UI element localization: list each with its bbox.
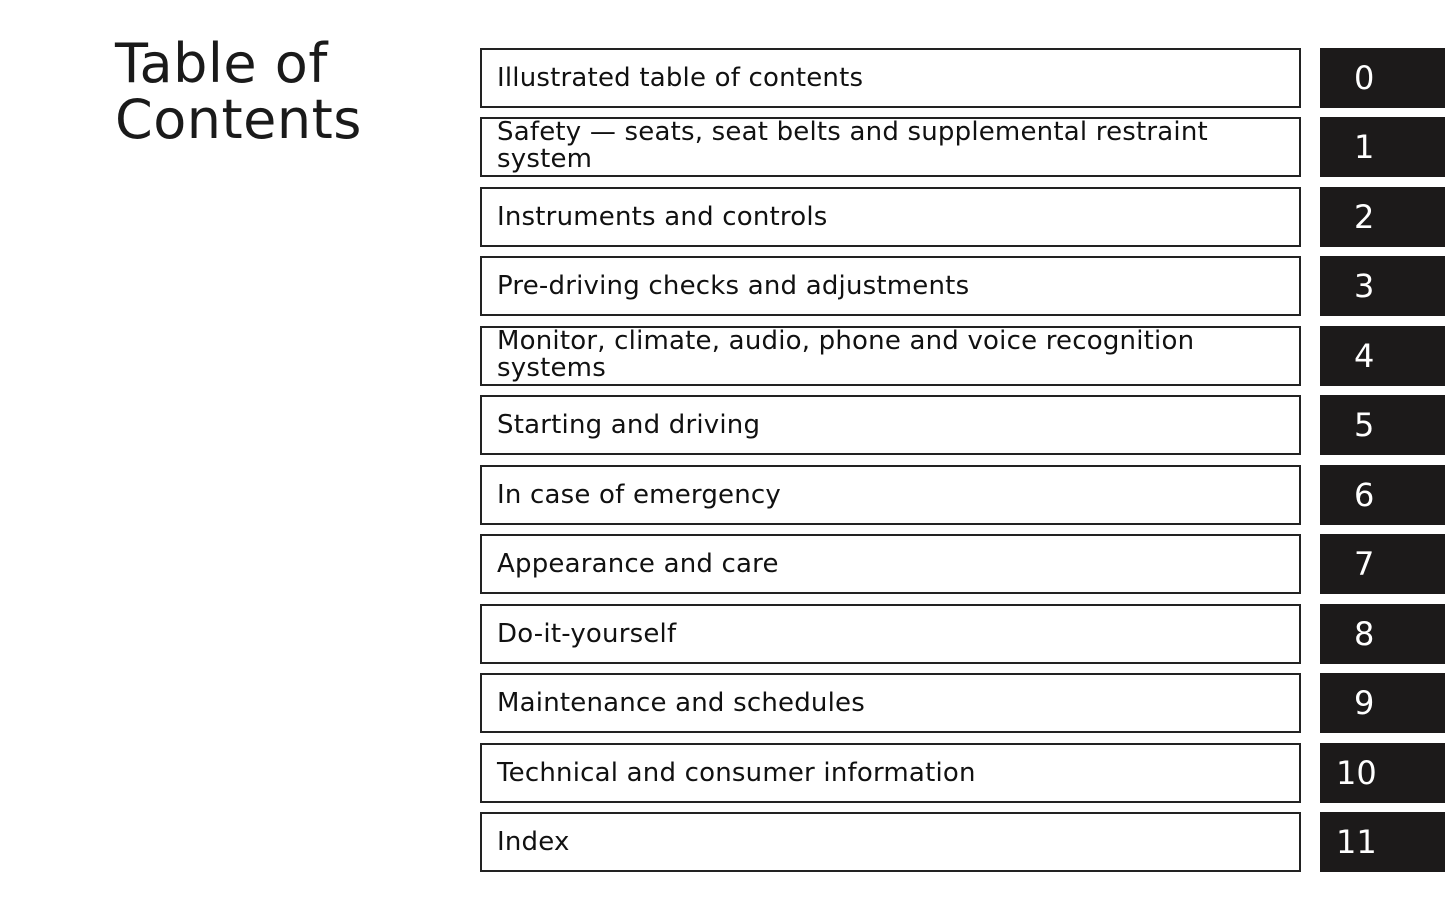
- toc-tab-8[interactable]: [1320, 604, 1445, 664]
- toc-tab-9[interactable]: [1320, 673, 1445, 733]
- toc-entry-label: Illustrated table of contents: [497, 62, 864, 93]
- page-title-line1: Table of: [115, 32, 328, 95]
- toc-entry-label: In case of emergency: [497, 479, 781, 510]
- toc-tab-4[interactable]: [1320, 326, 1445, 386]
- toc-entry-emergency[interactable]: [480, 465, 1301, 525]
- toc-row-3: [480, 256, 1445, 316]
- toc-entry-label: Technical and consumer information: [497, 757, 976, 788]
- toc-tab-7[interactable]: [1320, 534, 1445, 594]
- toc-tab-6[interactable]: [1320, 465, 1445, 525]
- toc-row-6: [480, 465, 1445, 525]
- toc-row-7: [480, 534, 1445, 594]
- toc-tab-0[interactable]: [1320, 48, 1445, 108]
- page-title-line2: Contents: [115, 88, 362, 151]
- toc-entry-maintenance[interactable]: [480, 673, 1301, 733]
- toc-tab-number: 8: [1354, 615, 1375, 653]
- toc-tab-number: 11: [1336, 823, 1377, 861]
- toc-entry-label: Safety — seats, seat belts and supplemental restraint system: [497, 117, 1208, 174]
- toc-tab-number: 3: [1354, 267, 1375, 305]
- toc-entry-diy[interactable]: [480, 604, 1301, 664]
- toc-entry-label: Monitor, climate, audio, phone and voice recognition systems: [497, 326, 1195, 383]
- toc-tab-number: 9: [1354, 684, 1375, 722]
- toc-tab-5[interactable]: [1320, 395, 1445, 455]
- toc-entry-label: Maintenance and schedules: [497, 687, 865, 718]
- toc-tab-10[interactable]: [1320, 743, 1445, 803]
- toc-entry-technical[interactable]: [480, 743, 1301, 803]
- toc-entry-label: Index: [497, 826, 570, 857]
- toc-entry-pre-driving[interactable]: [480, 256, 1301, 316]
- toc-tab-number: 6: [1354, 476, 1375, 514]
- toc-entry-safety[interactable]: [480, 117, 1301, 177]
- toc-tab-number: 1: [1354, 128, 1375, 166]
- toc-entry-illustrated[interactable]: [480, 48, 1301, 108]
- toc-tab-1[interactable]: [1320, 117, 1445, 177]
- toc-entry-label: Instruments and controls: [497, 201, 828, 232]
- toc-entry-starting[interactable]: [480, 395, 1301, 455]
- toc-entry-appearance[interactable]: [480, 534, 1301, 594]
- toc-row-5: [480, 395, 1445, 455]
- toc-tab-number: 5: [1354, 406, 1375, 444]
- toc-tab-11[interactable]: [1320, 812, 1445, 872]
- toc-tab-number: 10: [1336, 754, 1377, 792]
- toc-entry-label: Do-it-yourself: [497, 618, 677, 649]
- toc-row-0: [480, 48, 1445, 108]
- toc-row-8: [480, 604, 1445, 664]
- toc-row-1: [480, 117, 1445, 177]
- toc-row-10: [480, 743, 1445, 803]
- toc-tab-2[interactable]: [1320, 187, 1445, 247]
- toc-entry-index[interactable]: [480, 812, 1301, 872]
- toc-entry-label: Pre-driving checks and adjustments: [497, 270, 970, 301]
- toc-row-2: [480, 187, 1445, 247]
- toc-tab-3[interactable]: [1320, 256, 1445, 316]
- toc-tab-number: 2: [1354, 198, 1375, 236]
- toc-row-9: [480, 673, 1445, 733]
- toc-row-11: [480, 812, 1445, 872]
- toc-tab-number: 4: [1354, 337, 1375, 375]
- toc-tab-number: 0: [1354, 59, 1375, 97]
- toc-entry-monitor[interactable]: [480, 326, 1301, 386]
- toc-entry-instruments[interactable]: [480, 187, 1301, 247]
- toc-row-4: [480, 326, 1445, 386]
- toc-entry-label: Appearance and care: [497, 548, 779, 579]
- toc-entry-label: Starting and driving: [497, 409, 761, 440]
- page-title: [115, 32, 362, 151]
- toc-tab-number: 7: [1354, 545, 1375, 583]
